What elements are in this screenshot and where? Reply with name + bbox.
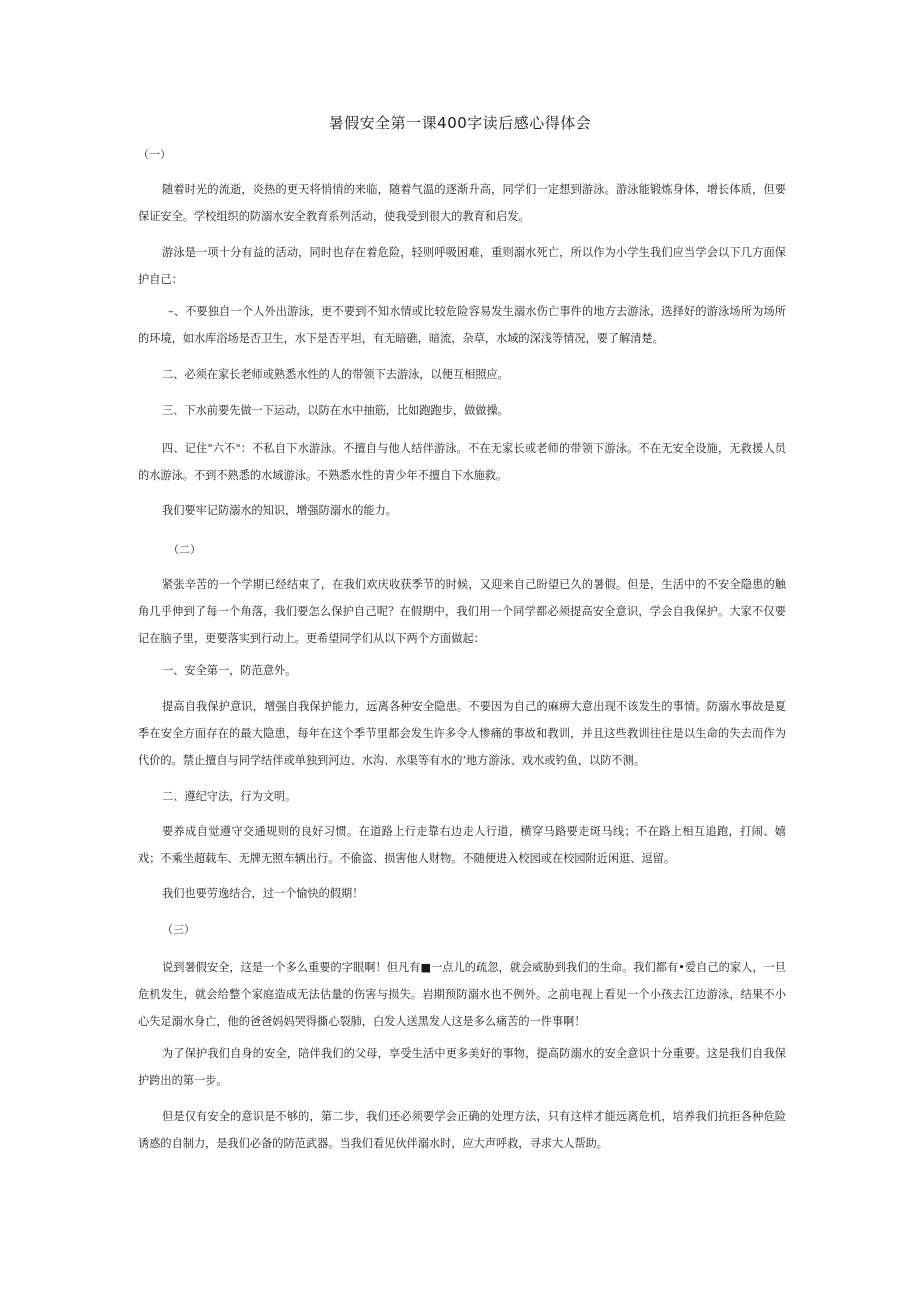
section-1-mark: （一） — [138, 148, 171, 161]
section-2-paragraph-2: 一、安全第一，防范意外。 — [162, 664, 297, 677]
section-1-paragraph-2: 游泳是一项十分有益的活动，同时也存在着危险，轻则呼吸困难，重则溺水死亡，所以作为小学生我们应当学会以下几方面保护自己： — [138, 246, 786, 286]
section-1-paragraph-4: 二、必须在家长老师或熟悉水性的人的带领下去游泳，以便互相照应。 — [162, 368, 509, 381]
section-1-paragraph-1: 随着时光的流逝，炎热的更天将悄悄的来临，随着气温的逐渐升高，同学们一定想到游泳。游泳能锻炼身体，增长体质，但要保证安全。学校组织的防溺水安全教育系列活动，使我受到很大的教育和启发。 — [138, 183, 786, 223]
section-3-mark: （三） — [162, 923, 195, 936]
section-1-paragraph-7: 我们要牢记防溺水的知识，增强防溺水的能力。 — [162, 504, 397, 517]
section-2-mark: （二） — [168, 543, 201, 556]
section-3-paragraph-2: 为了保护我们自身的安全，陪伴我们的父母，享受生活中更多美好的事物，提高防溺水的安全意识十分重要。这是我们自我保护跨出的第一步。 — [138, 1047, 786, 1087]
section-3-paragraph-1: 说到暑假安全，这是一个多么重要的字眼啊！但凡有■一点儿的疏忽，就会威胁到我们的生命。我们都有•爱自己的家人，一旦危机发生，就会给整个家庭造成无法估量的伤害与损失。岩期预防溺水也不例外。之前电视上看见一个小孩去江边游泳，结果不小心失足溺水身亡，他的爸爸妈妈哭得撕心裂肺，白发人送黑发人这是多么痛苦的一件事啊！ — [138, 961, 786, 1028]
section-1-paragraph-5: 三、下水前要先做一下运动，以防在水中抽筋，比如跑跑步，做做操。 — [162, 404, 509, 417]
section-2-paragraph-1: 紧张辛苦的一个学期已经结束了，在我们欢庆收获季节的时候，又迎来自己盼望已久的暑假。但是，生活中的不安全隐患的触角几乎伸到了每一个角落，我们要怎么保护自己呢？在假期中，我们用一个同学都必须提高安全意识，学会自我保护。大家不仅要记在脑子里，更要落实到行动上。更希望同学们从以下两个方面做起： — [138, 578, 786, 645]
section-1-paragraph-3: –、不要独自一个人外出游泳，更不要到不知水情或比较危险容易发生溺水伤亡事件的地方去游泳，选择好的游泳场所为场所的环境，如水库浴场是否卫生，水下是否平坦，有无暗礁，暗流，杂草，水域的深浅等情况，要了解清楚。 — [138, 305, 786, 345]
section-2-paragraph-5: 要养成自觉遵守交通规则的良好习惯。在道路上行走靠右边走人行道，横穿马路要走斑马线；不在路上相互追跑，打闹、嬉戏；不乘坐超载车、无牌无照车辆出行。不偷盗、损害他人财物。不随便进入校园或在校园附近闲逛、逗留。 — [138, 825, 786, 865]
section-2-paragraph-3: 提高自我保护意识，增强自我保护能力，远离各种安全隐患。不要因为自己的麻痹大意出现不该发生的事情。防溺水事故是夏季在安全方面存在的最大隐患，每年在这个季节里都会发生许多令人惨痛的事故和教训，并且这些教训往往是以生命的失去而作为代价的。禁止擅自与同学结伴或单独到河边、水沟、水渠等有水的‘地方游泳、戏水或钓鱼，以防不测。 — [138, 700, 786, 767]
section-1-paragraph-6: 四、记住"六不"：不私自下水游泳。不擅自与他人结伴游泳。不在无家长或老师的带领下游泳。不在无安全设施，无救援人员的水游泳。不到不熟悉的水域游泳。不熟悉水性的青少年不擅自下水施救。 — [138, 442, 786, 482]
page-title: 暑假安全第一课400字读后感心得体会 — [328, 114, 592, 132]
section-3-paragraph-3: 但是仅有安全的意识是不够的，第二步，我们还必须要学会正确的处理方法，只有这样才能远离危机，培养我们抗拒各种危险诱惑的自制力，是我们必备的防范武器。当我们看见伙伴溺水时，应大声呼救，寻求大人帮助。 — [138, 1110, 786, 1150]
section-2-paragraph-4: 二、遵纪守法，行为文明。 — [162, 790, 297, 803]
section-2-paragraph-6: 我们也要劳逸结合，过一个愉快的假期！ — [162, 887, 364, 900]
